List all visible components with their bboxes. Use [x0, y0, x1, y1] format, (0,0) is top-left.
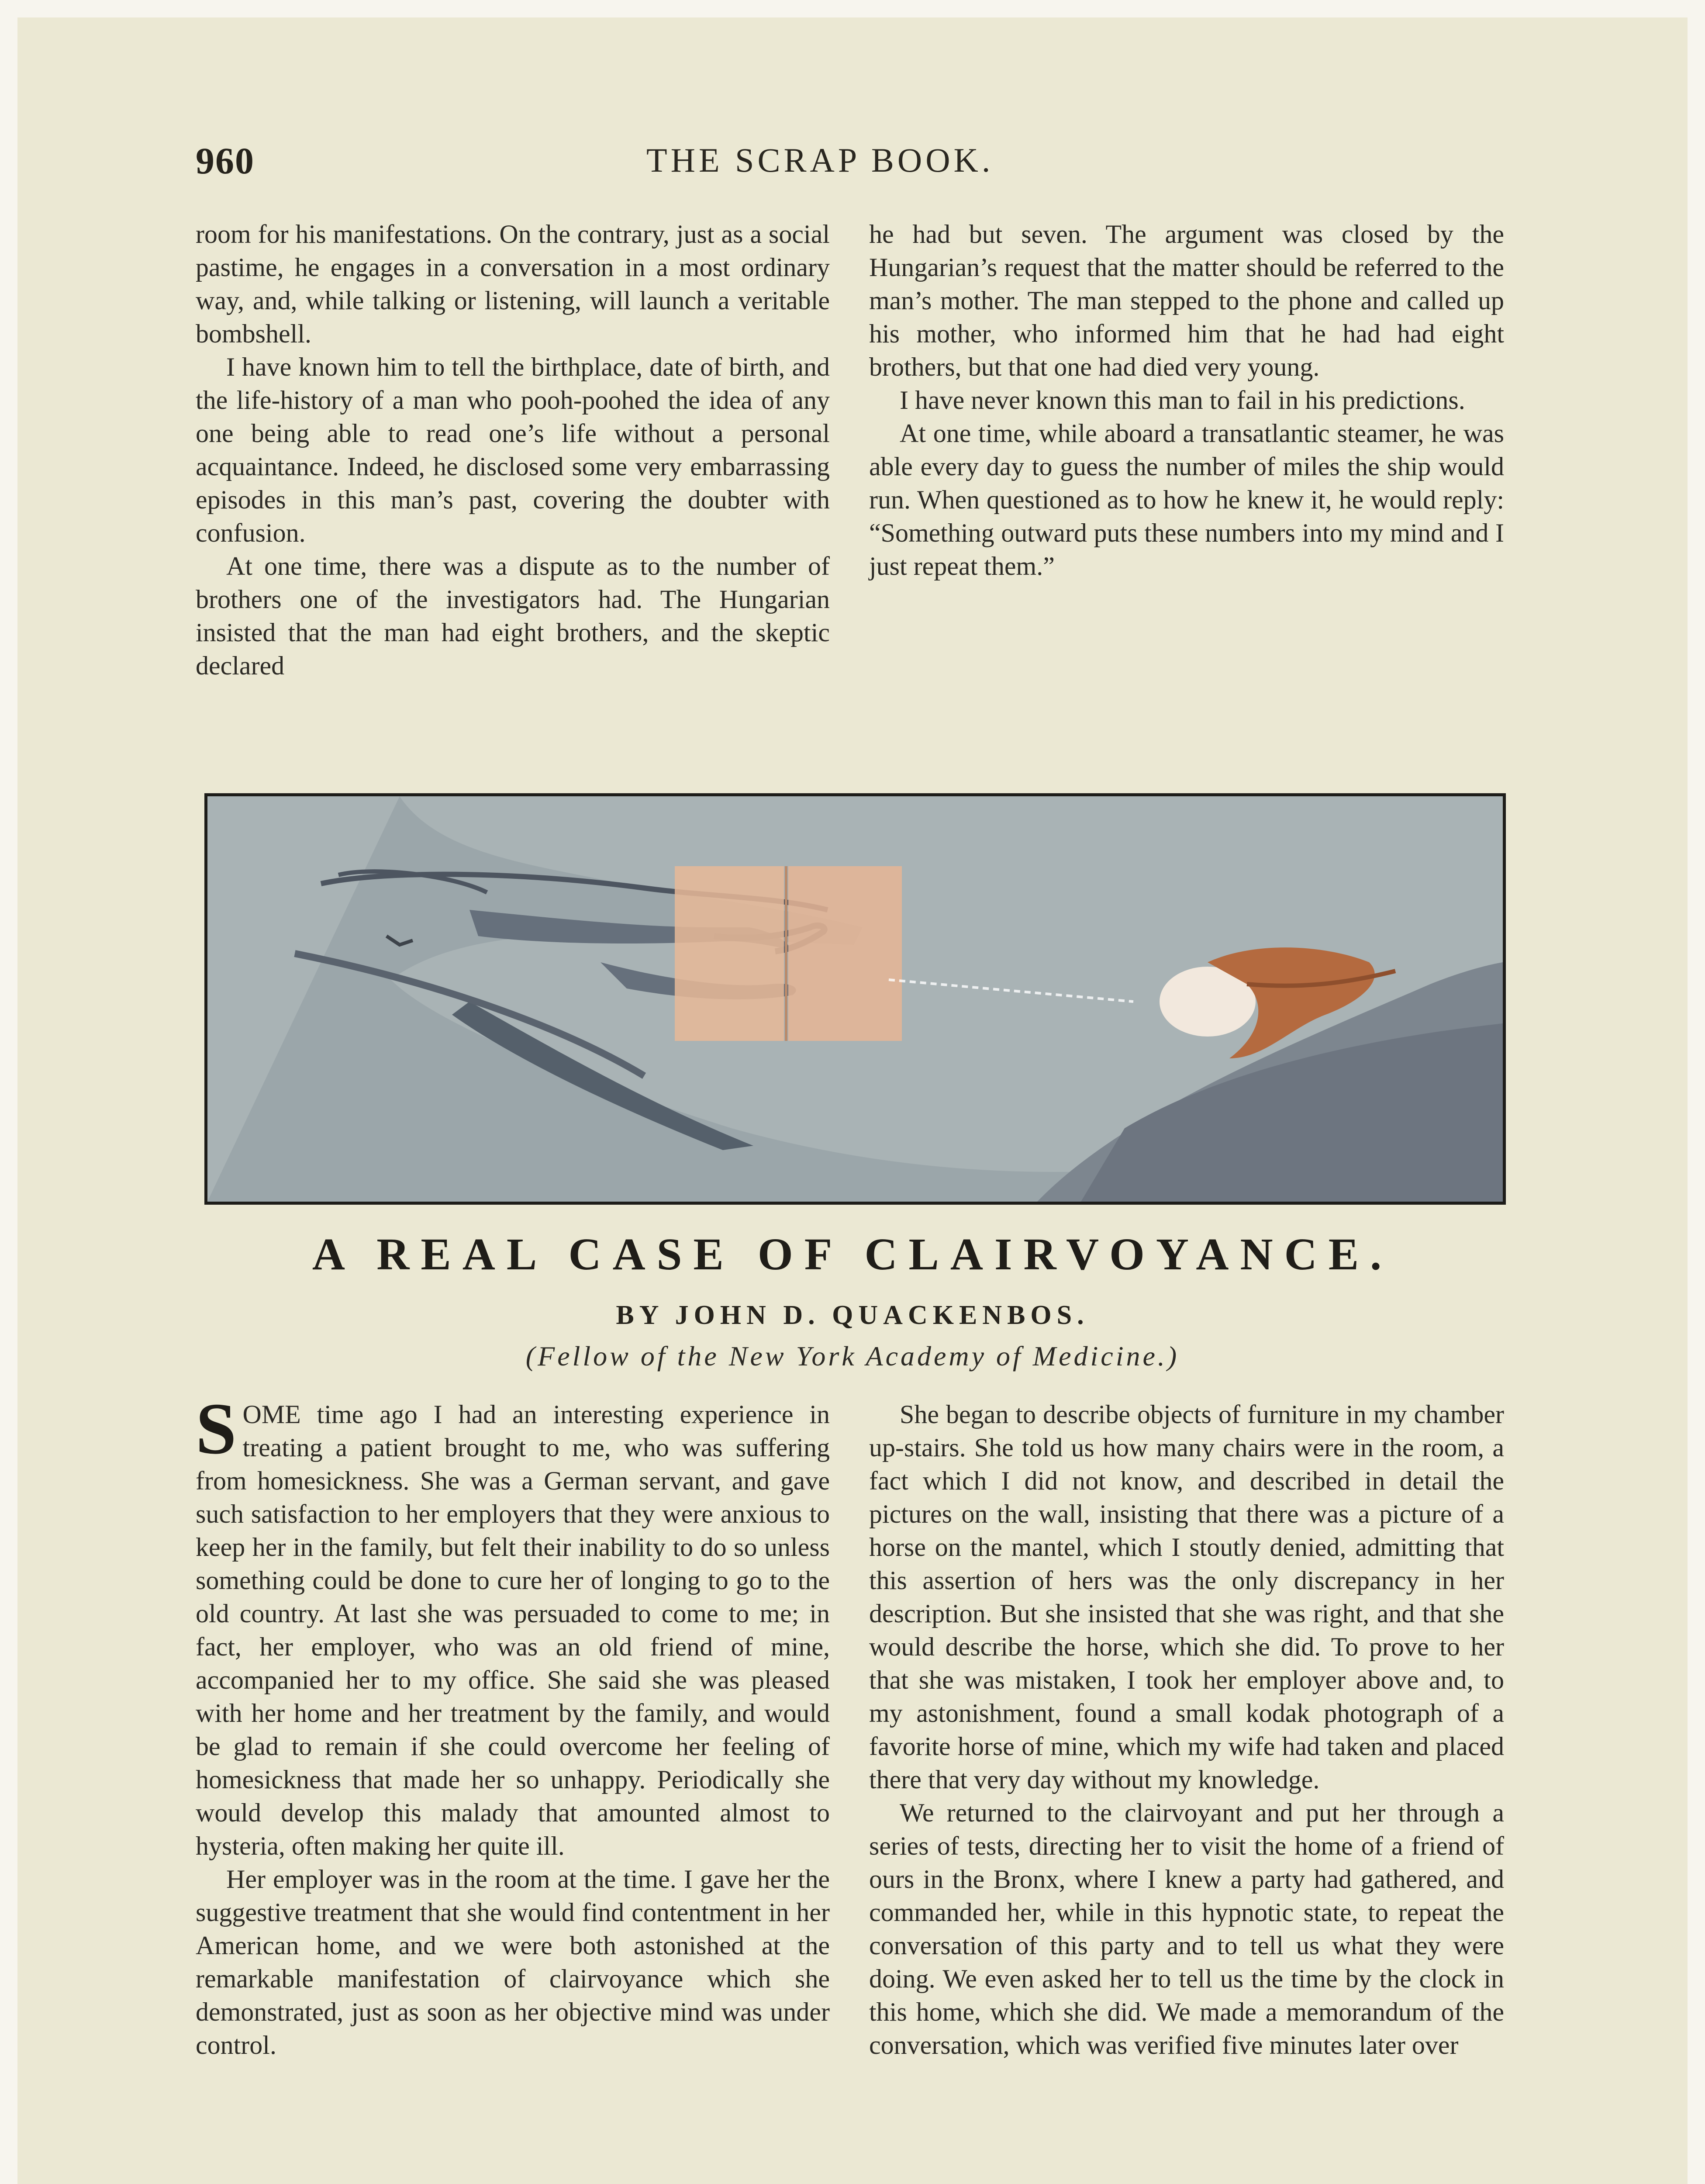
article-byline: BY JOHN D. QUACKENBOS.	[616, 1300, 1089, 1330]
bottom-left-column	[196, 1388, 830, 2062]
bottom-right-column	[869, 1398, 1504, 2062]
article-title: A REAL CASE OF CLAIRVOYANCE.	[312, 1229, 1393, 1279]
illustration-artwork	[207, 796, 1503, 1202]
paragraph: I have never known this man to fail in his predictions.	[900, 386, 1465, 415]
paragraph: Her employer was in the room at the time. I gave her the suggestive treatment that she would find contentment in her American home, and we were both astonished at the remarkable manifestation of clairvoyance which she demonstrated, just as soon as her objective mind was under control.	[196, 1865, 830, 2060]
paragraph: At one time, while aboard a transatlantic steamer, he was able every day to guess the number of miles the ship would run. When questioned as to how he knew it, he would reply: “Something outward puts these numbers into my mind and I just repeat them.”	[869, 419, 1504, 581]
paragraph: We returned to the clairvoyant and put her through a series of tests, directing her to visit the home of a friend of ours in the Bronx, where I knew a party had gathered, and commanded her, while in this hypnotic state, to repeat the conversation of this party and to tell us what they were doing. We even asked her to tell us the time by the clock in this home, which she did. We made a memorandum of the conversation, which was verified five minutes later over	[869, 1798, 1504, 2060]
author-affiliation: (Fellow of the New York Academy of Medicine.)	[525, 1341, 1180, 1372]
paragraph: At one time, there was a dispute as to the number of brothers one of the investigators had. The Hungarian insisted that the man had eight brothers, and the skeptic declared	[196, 552, 830, 680]
top-right-column	[869, 218, 1504, 583]
paragraph: he had but seven. The argument was closed by the Hungarian’s request that the matter should be referred to the man’s mother. The man stepped to the phone and called up his mother, who informed him that he had had eight brothers, but that one had died very young.	[869, 220, 1504, 381]
paragraph	[196, 1388, 830, 1863]
magazine-title: THE SCRAP BOOK.	[646, 141, 994, 179]
page-number: 960	[196, 140, 255, 182]
top-left-column	[196, 218, 830, 682]
drop-cap: S	[196, 1388, 237, 1469]
paragraph: room for his manifestations. On the contrary, just as a social pastime, he engages in a conversation in a most ordinary way, and, while talking or listening, will launch a veritable bombshell.	[196, 220, 830, 348]
clairvoyance-illustration	[204, 793, 1506, 1205]
paragraph: I have known him to tell the birthplace, date of birth, and the life-history of a man who pooh-poohed the idea of any one being able to read one’s life without a personal acquaintance. Indeed, he disclosed some very embarrassing episodes in this man’s past, covering the doubter with confusion.	[196, 352, 830, 547]
paragraph: She began to describe objects of furniture in my chamber up-stairs. She told us how many chairs were in the room, a fact which I did not know, and described in detail the pictures on the wall, insisting that there was a picture of a horse on the mantel, which I stoutly denied, admitting that this assertion of hers was the only discrepancy in her description. But she insisted that she was right, and that she would describe the horse, which she did. To prove to her that she was mistaken, I took her employer above and, to my astonishment, found a small kodak photograph of a favorite horse of mine, which my wife had taken and placed there that very day without my knowledge.	[869, 1400, 1504, 1794]
paragraph-text: OME time ago I had an interesting experience in treating a patient brought to me, who was suffering from homesickness. She was a German servant, and gave such satisfaction to her employers that they were anxious to keep her in the family, but felt their inability to do so unless something could be done to cure her of longing to go to the old country. At last she was persuaded to come to me; in fact, her employer, who was an old friend of mine, accompanied her to my office. She said she was pleased with her home and her treatment by the family, and would be glad to remain if she could overcome her feeling of homesickness that made her so unhappy. Periodically she would develop this malady that amounted almost to hysteria, often making her quite ill.	[196, 1400, 830, 1860]
